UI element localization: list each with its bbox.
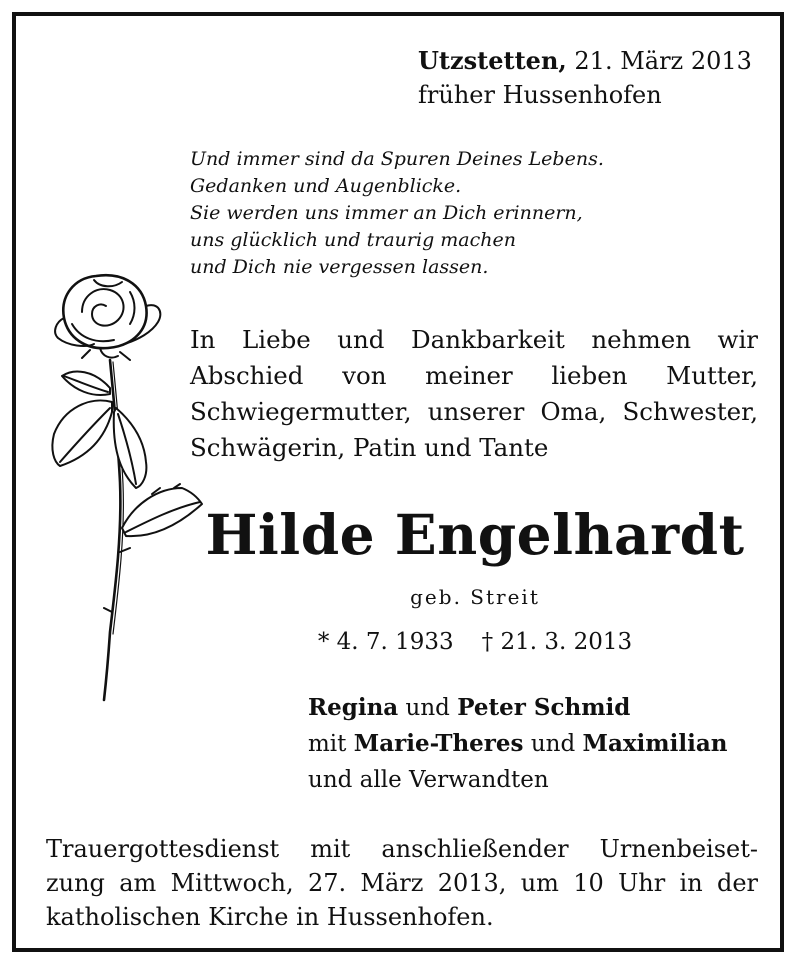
mourners-line-3: und alle Verwandten bbox=[308, 767, 549, 793]
mourners-line-1 bbox=[308, 690, 727, 726]
deceased-name: Hilde Engelhardt bbox=[205, 502, 745, 567]
conjunction: und bbox=[530, 731, 576, 757]
funeral-service-info bbox=[46, 832, 758, 934]
mourner-name: Peter Schmid bbox=[457, 694, 631, 721]
death-date: † 21. 3. 2013 bbox=[481, 629, 633, 655]
poem-line: Gedanken und Augenblicke. bbox=[190, 175, 462, 197]
poem bbox=[190, 146, 604, 281]
notice-date: 21. März 2013 bbox=[574, 47, 752, 75]
mourners-line-2 bbox=[308, 726, 727, 762]
poem-line: Sie werden uns immer an Dich erinnern, bbox=[190, 202, 583, 224]
former-place: früher Hussenhofen bbox=[418, 81, 662, 109]
conjunction: und bbox=[405, 695, 450, 721]
poem-line: und Dich nie vergessen lassen. bbox=[190, 256, 489, 278]
place-name: Utzstetten, bbox=[418, 46, 567, 75]
intro-line: Schwiegermutter, unserer Oma, Schwester, bbox=[190, 397, 758, 426]
poem-line: uns glücklich und traurig machen bbox=[190, 229, 516, 251]
maiden-name: geb. Streit bbox=[410, 585, 540, 609]
rose-icon bbox=[34, 252, 210, 704]
mourner-name: Regina bbox=[308, 694, 399, 721]
intro-line: Abschied von meiner lieben Mutter, bbox=[190, 361, 758, 390]
mourners-block bbox=[308, 690, 727, 798]
birth-date: * 4. 7. 1933 bbox=[317, 629, 454, 655]
mourner-name: Maximilian bbox=[582, 730, 728, 757]
service-line: Trauergottesdienst mit anschließender Urnenbeiset- bbox=[46, 835, 758, 863]
place-date-block bbox=[418, 44, 752, 112]
intro-text bbox=[190, 322, 758, 466]
intro-line: In Liebe und Dankbarkeit nehmen wir bbox=[190, 325, 758, 354]
mourner-name: Marie-Theres bbox=[353, 730, 524, 757]
life-dates bbox=[190, 624, 760, 660]
poem-line: Und immer sind da Spuren Deines Lebens. bbox=[190, 148, 604, 170]
conjunction: mit bbox=[308, 731, 347, 757]
service-line: katholischen Kirche in Hussenhofen. bbox=[46, 903, 494, 931]
intro-line: Schwägerin, Patin und Tante bbox=[190, 433, 549, 462]
obituary-frame bbox=[12, 12, 784, 952]
service-line: zung am Mittwoch, 27. März 2013, um 10 Uhr in der bbox=[46, 869, 758, 897]
